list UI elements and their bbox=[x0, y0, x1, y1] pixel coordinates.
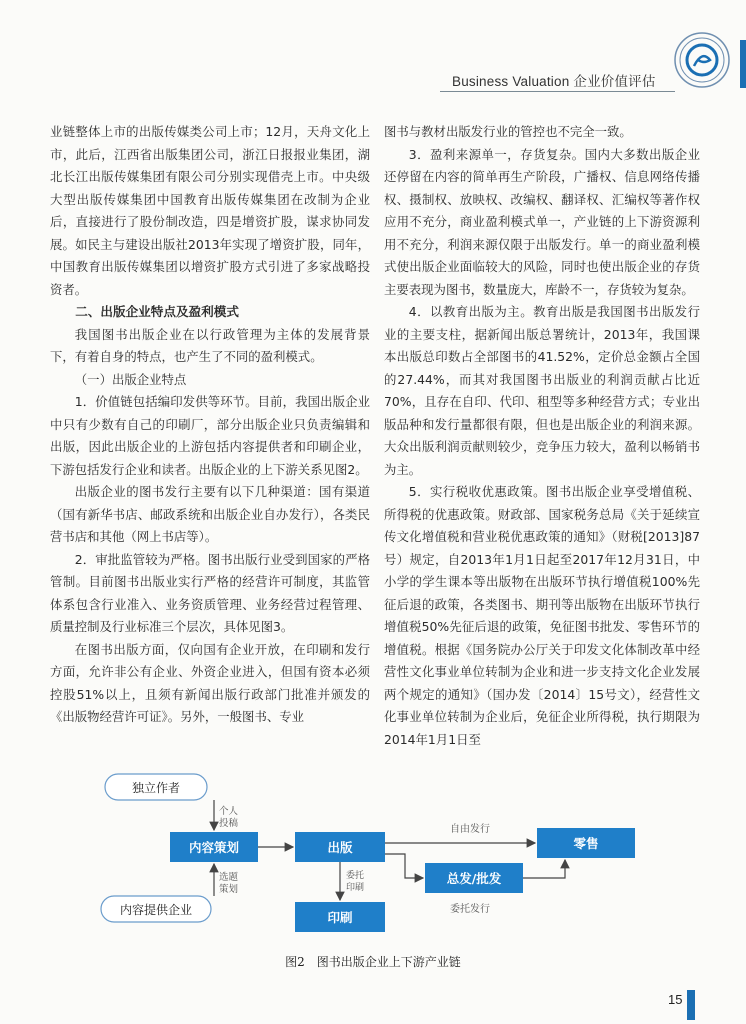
node-author-label: 独立作者 bbox=[131, 781, 181, 795]
figure-caption: 图2 图书出版企业上下游产业链 bbox=[285, 955, 461, 969]
right-column bbox=[384, 121, 700, 751]
page-number-bar bbox=[687, 990, 695, 1020]
page-number: 15 bbox=[668, 992, 683, 1007]
node-wholesale-label: 总发/批发 bbox=[446, 871, 502, 886]
edge-label-delegate-distribute: 委托发行 bbox=[450, 904, 490, 915]
edge-tab bbox=[740, 40, 746, 88]
running-header bbox=[452, 70, 656, 90]
paragraph: 3．盈利来源单一，存货复杂。国内大多数出版企业还停留在内容的简单再生产阶段，广播权、信息网络传播权、摄制权、放映权、改编权、翻译权、汇编权等著作权应用不充分，商业盈利模式单一，产业链的上下游资源利用不充分，利润来源仅限于出版发行。单一的商业盈利模式使出版企业面临较大的风险，同时也使出版企业的存货主要表现为图书，数量庞大，库龄不一，存货较为复杂。 bbox=[384, 146, 700, 297]
subsection-heading: （一）出版企业特点 bbox=[74, 371, 187, 387]
header-title-cn: 企业价值评估 bbox=[573, 74, 656, 89]
paragraph: 出版企业的图书发行主要有以下几种渠道：国有渠道（国有新华书店、邮政系统和出版企业自办发行），各类民营书店和其他（网上书店等）。 bbox=[50, 484, 370, 544]
edge-label-topic-1: 选题 bbox=[219, 872, 239, 883]
paragraph: 在图书出版方面，仅向国有企业开放，在印刷和发行方面，允许非公有企业、外资企业进入，但国有资本必须控股51%以上，且须有新闻出版行政部门批准并颁发的《出版物经营许可证》。另外，一般图书、专业 bbox=[50, 641, 370, 724]
node-content-planning bbox=[170, 832, 258, 862]
node-wholesale bbox=[425, 863, 523, 893]
node-printing-label: 印刷 bbox=[327, 910, 353, 925]
node-printing bbox=[295, 902, 385, 932]
industry-chain-diagram bbox=[95, 770, 655, 945]
paragraph: 我国图书出版企业在以行政管理为主体的发展背景下，有着自身的特点，也产生了不同的盈利模式。 bbox=[50, 326, 370, 364]
node-publishing bbox=[295, 832, 385, 862]
page-header bbox=[0, 0, 746, 100]
edge-label-self-distribute: 自由发行 bbox=[450, 824, 490, 835]
arrow-publishing-to-wholesale bbox=[385, 854, 423, 878]
node-content-planning-label: 内容策划 bbox=[188, 840, 240, 855]
left-column bbox=[50, 121, 370, 729]
journal-logo-icon bbox=[672, 30, 732, 90]
paragraph: 2．审批监管较为严格。图书出版行业受到国家的严格管制。目前图书出版业实行严格的经营许可制度，其监管体系包含行业准入、业务资质管理、业务经营过程管理、质量控制及行业标准三个层次，具体见图3。 bbox=[50, 551, 370, 634]
edge-label-topic-2: 策划 bbox=[219, 884, 239, 895]
paragraph: 业链整体上市的出版传媒类公司上市；12月，天舟文化上市，此后，江西省出版集团公司，浙江日报报业集团，湖北长江出版传媒集团有限公司分别实现借壳上市。中央级大型出版传媒集团中国教育出版传媒集团在改制为企业后，直接进行了股份制改造，四是增资扩股，谋求协同发展。如民主与建设出版社2013年实现了增资扩股，同年，中国教育出版传媒集团以增资扩股方式引进了多家战略投资者。 bbox=[50, 124, 370, 297]
section-heading: 二、出版企业特点及盈利模式 bbox=[75, 304, 239, 319]
paragraph: 5．实行税收优惠政策。图书出版企业享受增值税、所得税的优惠政策。财政部、国家税务总局《关于延续宣传文化增值税和营业税优惠政策的通知》（财税[2013]87号）规定，自2013年1月1日起至2017年12月31日，中小学的学生课本等出版物在出版环节执行增值税100%先征后退的政策，各类图书、期刊等出版物在出版环节执行增值税50%先征后退的政策，免征图书批发、零售环节的增值税。根据《国务院办公厅关于印发文化体制改革中经营性文化事业单位转制为企业和进一步支持文化企业发展两个规定的通知》（国办发〔2014〕15号文），经营性文化事业单位转制为企业后，免征企业所得税，执行期限为2014年1月1日至 bbox=[384, 484, 700, 747]
node-retail bbox=[537, 828, 635, 858]
arrow-wholesale-to-retail bbox=[523, 860, 565, 878]
edge-label-submit-1: 个人 bbox=[219, 806, 239, 817]
paragraph: 图书与教材出版发行业的管控也不完全一致。 bbox=[384, 124, 632, 139]
node-provider-label: 内容提供企业 bbox=[119, 903, 193, 917]
header-title-en: Business Valuation bbox=[452, 74, 570, 89]
node-provider bbox=[101, 896, 211, 922]
edge-label-submit-2: 投稿 bbox=[219, 818, 239, 829]
node-author bbox=[105, 774, 207, 800]
edge-label-print-2: 印刷 bbox=[346, 883, 365, 893]
paragraph: 1．价值链包括编印发供等环节。目前，我国出版企业中只有少数有自己的印刷厂，部分出版企业只负责编辑和出版，因此出版企业的上游包括内容提供者和印刷企业，下游包括发行企业和读者。出版企业的上下游关系见图2。 bbox=[50, 394, 370, 477]
node-retail-label: 零售 bbox=[573, 836, 599, 851]
header-rule bbox=[440, 91, 675, 92]
paragraph: 4．以教育出版为主。教育出版是我国图书出版发行业的主要支柱，据新闻出版总署统计，2013年，我国课本出版总印数占全部图书的41.52%，定价总金额占全国的27.44%，而其对我国图书出版业的利润贡献占比近70%，且存在自印、代印、租型等多种经营方式；专业出版品种和发行量都很有限，但也是出版企业的利润来源。大众出版利润贡献则较少，竞争压力较大，盈利以畅销书为主。 bbox=[384, 304, 700, 477]
node-publishing-label: 出版 bbox=[327, 840, 353, 855]
edge-label-print-1: 委托 bbox=[346, 871, 365, 881]
